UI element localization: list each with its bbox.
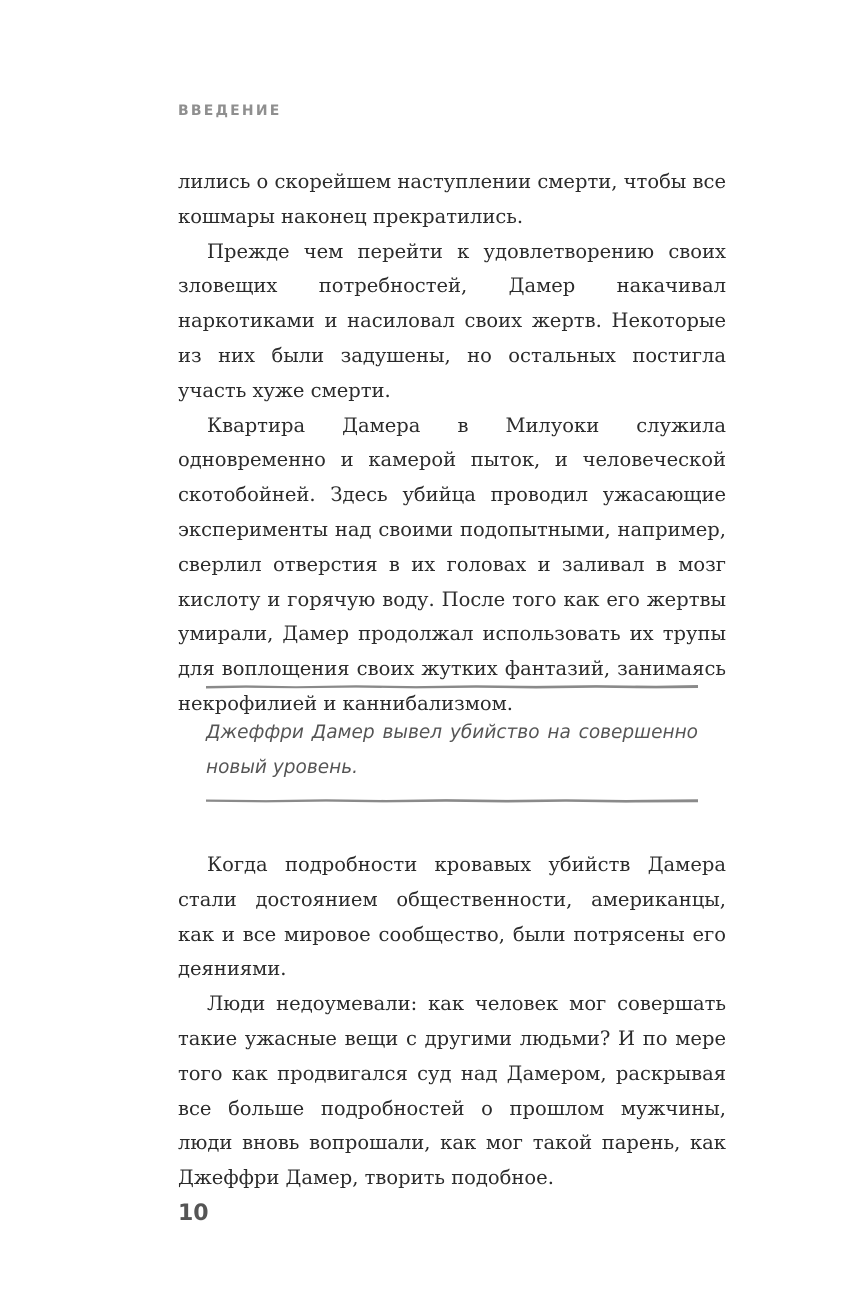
pullquote-bottom-rule xyxy=(206,796,698,803)
body-text-upper xyxy=(178,165,726,722)
paragraph: Прежде чем перейти к удовлетворению своих зловещих потребностей, Дамер накачивал наркотиками и насиловал своих жертв. Некоторые из них были задушены, но остальных постигла участь хуже смерти. xyxy=(178,239,726,402)
running-head: ВВЕДЕНИЕ xyxy=(178,103,282,119)
pullquote-top-rule xyxy=(206,682,698,689)
body-text-lower xyxy=(178,848,726,1196)
pullquote-text: Джеффри Дамер вывел убийство на совершенно новый уровень. xyxy=(206,722,698,778)
paragraph: Квартира Дамера в Милуоки служила одновременно и камерой пыток, и человеческой скотобойней. Здесь убийца проводил ужасающие эксперименты над своими подопытными, например, сверлил отверстия в их головах и заливал в мозг кислоту и горячую воду. После того как его жертвы умирали, Дамер продолжал использовать их трупы для воплощения своих жутких фантазий, занимаясь некрофилией и каннибализмом. xyxy=(178,413,726,715)
paragraph: Когда подробности кровавых убийств Дамера стали достоянием общественности, американцы, как и все мировое сообщество, были потрясены его деяниями. xyxy=(178,853,726,981)
pull-quote xyxy=(206,682,698,808)
paragraph: Люди недоумевали: как человек мог совершать такие ужасные вещи с другими людьми? И по мере того как продвигался суд над Дамером, раскрывая все больше подробностей о прошлом мужчины, люди вновь вопрошали, как мог такой парень, как Джеффри Дамер, творить подобное. xyxy=(178,992,726,1190)
paragraph-continuation: лились о скорейшем наступлении смерти, чтобы все кошмары наконец прекратились. xyxy=(178,170,726,228)
page-number: 10 xyxy=(178,1201,209,1226)
